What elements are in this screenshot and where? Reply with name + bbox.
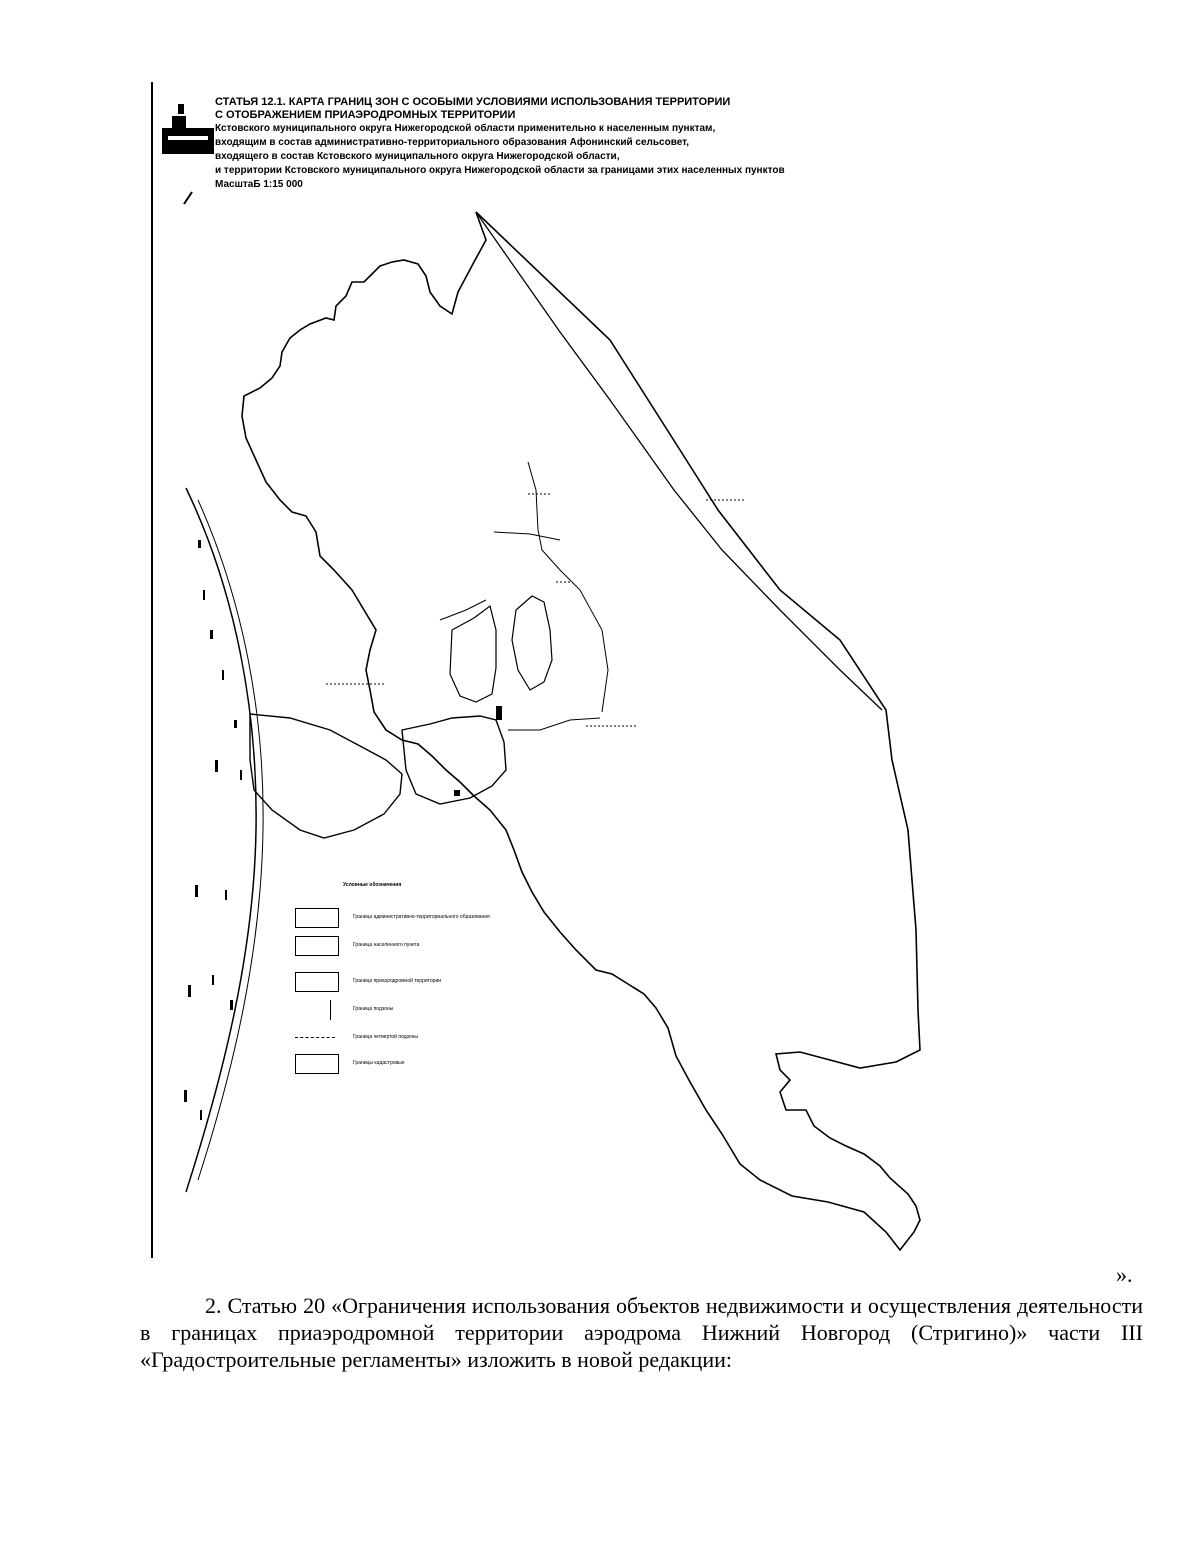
map-subtitle-line2: входящим в состав административно-территориального образования Афонинский сельсовет, <box>215 137 690 148</box>
legend-item <box>295 1000 595 1022</box>
legend-label: Граница населенного пункта <box>353 942 420 948</box>
map-header <box>215 96 1065 192</box>
north-arrow-icon <box>184 192 192 204</box>
legend-label: Граница подзоны <box>353 1006 394 1012</box>
coat-of-arms-icon <box>162 104 214 154</box>
subzone-line-2 <box>494 532 560 540</box>
map-title-line1: СТАТЬЯ 12.1. КАРТА ГРАНИЦ ЗОН С ОСОБЫМИ УСЛОВИЯМИ ИСПОЛЬЗОВАНИЯ ТЕРРИТОРИИ <box>215 96 731 108</box>
legend-label: Граница приаэродромной территории <box>353 978 442 984</box>
map-drawing <box>140 70 1060 1270</box>
subzone-line-3 <box>440 600 486 620</box>
river-labels <box>184 540 242 1120</box>
settlement-lobe-small <box>512 596 552 690</box>
subzone-line-1 <box>528 462 608 712</box>
legend-title: Условные обозначения <box>343 882 402 888</box>
map-scale: МасштаБ 1:15 000 <box>215 179 303 190</box>
legend-swatch <box>295 972 339 992</box>
legend-swatch <box>295 908 339 928</box>
map-figure <box>140 70 1060 1270</box>
legend-swatch <box>295 1028 339 1048</box>
river-bank-outer <box>186 488 256 1192</box>
legend-label: Граница административно-территориального образования <box>353 914 490 920</box>
map-subtitle-line1: Кстовского муниципального округа Нижегородской области применительно к населенным пунктам, <box>215 123 716 134</box>
legend-swatch <box>295 936 339 956</box>
map-subtitle-line4: и территории Кстовского муниципального округа Нижегородской области за границами этих населенных пунктов <box>215 165 785 176</box>
legend-item <box>295 936 595 958</box>
legend-item <box>295 1054 595 1076</box>
legend-label: Граница четвертой подзоны <box>353 1034 419 1040</box>
paragraph-2: 2. Статью 20 «Ограничения использования объектов недвижимости и осуществления деятельности в границах приаэродромной территории аэродрома Нижний Новгород (Стригино)» части III «Градостроительные регламенты» изложить в новой редакции: <box>140 1293 1143 1372</box>
closing-quote: ». <box>1116 1262 1133 1287</box>
district-boundary <box>242 212 920 1250</box>
settlement-lobe-north <box>450 606 496 702</box>
river-bank-inner <box>198 500 263 1180</box>
legend-item <box>295 908 595 930</box>
subzone-line-4 <box>508 718 600 730</box>
map-title-line2: С ОТОБРАЖЕНИЕМ ПРИАЭРОДРОМНЫХ ТЕРРИТОРИИ <box>215 109 516 121</box>
legend-label: Границы кадастровые <box>353 1060 405 1066</box>
point-marker <box>454 790 460 796</box>
district-boundary-east <box>476 212 882 710</box>
map-subtitle-line3: входящего в состав Кстовского муниципального округа Нижегородской области, <box>215 151 620 162</box>
document-body <box>140 1292 1143 1373</box>
settlement-lobe-west <box>250 714 402 838</box>
legend-item <box>295 1028 595 1050</box>
legend-swatch <box>295 1054 339 1074</box>
legend-item <box>295 972 595 994</box>
runway-marker <box>496 706 502 720</box>
legend-swatch <box>295 1000 339 1020</box>
